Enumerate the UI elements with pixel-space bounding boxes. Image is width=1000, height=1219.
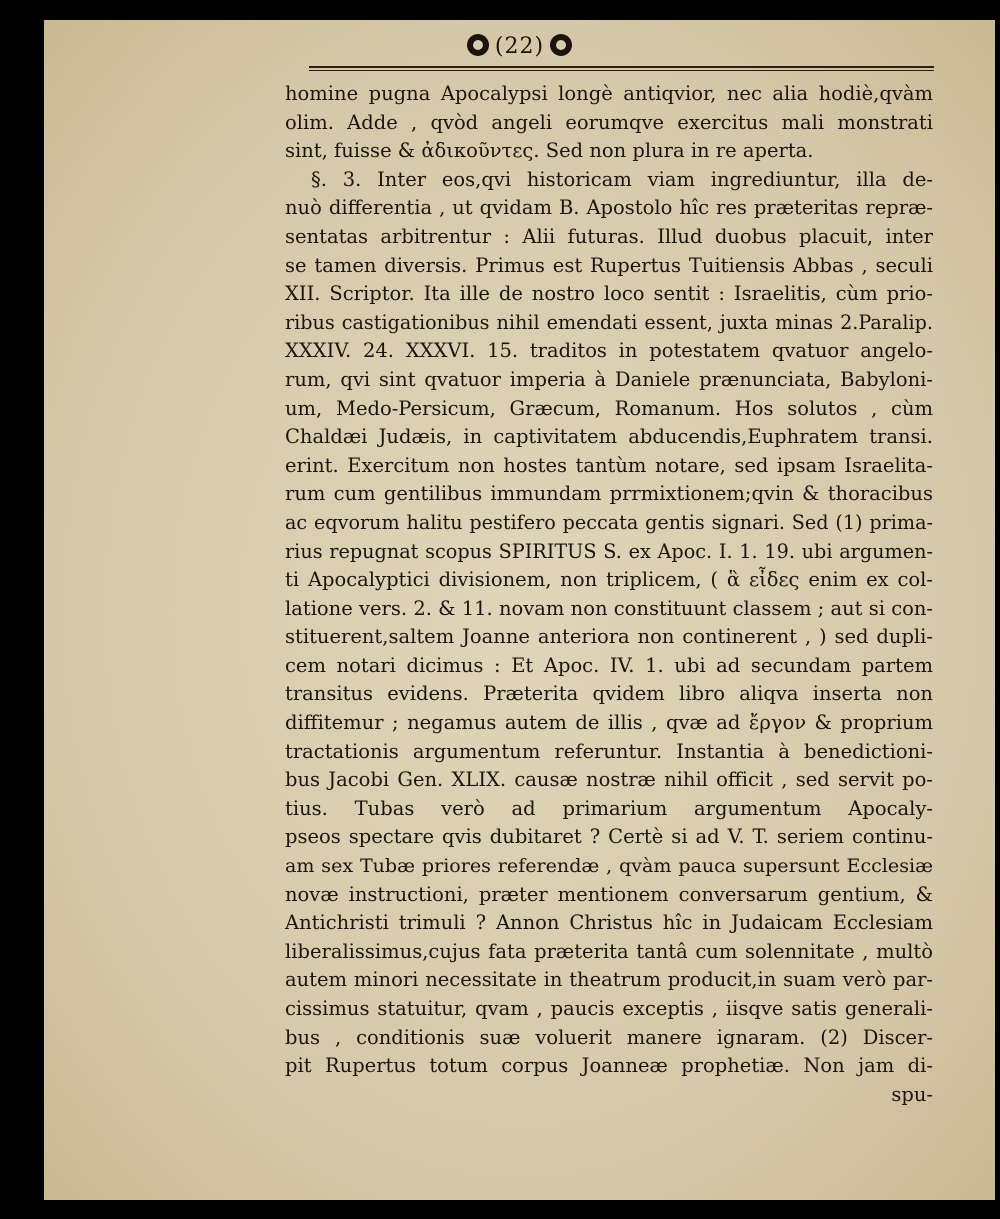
text-line: ribus castigationibus nihil emendati essent, juxta minas 2.Paralip. [285,310,933,334]
text-line: homine pugna Apocalypsi longè antiqvior, nec alia hodiè,qvàm [285,82,933,105]
fleuron-right-icon [550,34,572,56]
text-line: novæ instructioni, præter mentionem conversarum gentium, & [285,882,933,906]
text-line: bus Jacobi Gen. XLIX. causæ nostræ nihil officit , sed servit po- [285,768,933,792]
text-line: diffitemur ; negamus autem de illis , qvæ ad ἔργον & proprium [285,711,933,735]
text-line: latione vers. 2. & 11. novam non constituunt classem ; aut si con- [285,596,933,620]
text-line: sentatas arbitrentur : Alii futuras. Illud duobus placuit, inter [285,224,933,248]
text-line: autem minori necessitate in theatrum producit,in suam verò par- [285,968,933,992]
text-line: cem notari dicimus : Et Apoc. IV. 1. ubi ad secundam partem [285,653,933,677]
text-line: transitus evidens. Præterita qvidem libro aliqva inserta non [285,682,933,706]
text-line: stituerent,saltem Joanne anteriora non continerent , ) sed dupli- [285,625,933,649]
text-line: XII. Scriptor. Ita ille de nostro loco sentit : Israelitis, cùm prio- [285,282,933,306]
body-text [285,80,933,1109]
text-line: se tamen diversis. Primus est Rupertus Tuitiensis Abbas , seculi [285,253,933,277]
text-line: erint. Exercitum non hostes tantùm notare, sed ipsam Israelita- [285,453,933,477]
text-line: am sex Tubæ priores referendæ , qvàm pauca supersunt Ecclesiæ [285,855,933,878]
text-line: olim. Adde , qvòd angeli eorumqve exercitus mali monstrati [285,110,933,134]
text-line: sint, fuisse & ἀδικοῦντες. Sed non plura in re aperta. [285,139,814,163]
header-rule [309,66,934,71]
text-line: Antichristi trimuli ? Annon Christus hîc in Judaicam Ecclesiam [285,911,933,935]
text-line: §. 3. Inter eos,qvi historicam viam ingrediuntur, illa de- [311,167,933,191]
text-line: pseos spectare qvis dubitaret ? Certè si ad V. T. seriem continu- [285,825,933,849]
text-line: tius. Tubas verò ad primarium argumentum Apocaly- [285,796,933,820]
text-line: pit Rupertus totum corpus Joanneæ prophetiæ. Non jam di- [285,1054,933,1078]
text-line: bus , conditionis suæ voluerit manere ignaram. (2) Discer- [285,1025,933,1049]
text-line: rius repugnat scopus SPIRITUS S. ex Apoc. I. 1. 19. ubi argumen- [285,539,933,563]
text-line: liberalissimus,cujus fata præterita tantâ cum solennitate , multò [285,939,933,963]
text-line: rum, qvi sint qvatuor imperia à Daniele prænunciata, Babyloni- [285,367,933,391]
text-line: um, Medo-Persicum, Græcum, Romanum. Hos solutos , cùm [285,396,933,420]
text-line: ac eqvorum halitu pestifero peccata gentis signari. Sed (1) prima- [285,510,933,534]
text-line: ti Apocalyptici divisionem, non triplicem, ( ἃ εἶδες enim ex col- [285,568,933,592]
text-line: rum cum gentilibus immundam prrmixtionem;qvin & thoracibus [285,482,933,506]
text-line: Chaldæi Judæis, in captivitatem abducendis,Euphratem transi. [285,425,933,449]
book-page [44,20,995,1200]
text-line: nuò differentia , ut qvidam B. Apostolo hîc res præteritas repræ- [285,196,933,220]
fleuron-left-icon [467,34,489,56]
page-header [44,34,995,59]
text-line: tractationis argumentum referuntur. Instantia à benedictioni- [285,739,933,763]
text-line: XXXIV. 24. XXXVI. 15. traditos in potestatem qvatuor angelo- [285,339,933,363]
text-line: cissimus statuitur, qvam , paucis exceptis , iisqve satis generali- [285,997,933,1020]
page-number: (22) [494,34,545,59]
catchword: spu- [891,1082,933,1106]
